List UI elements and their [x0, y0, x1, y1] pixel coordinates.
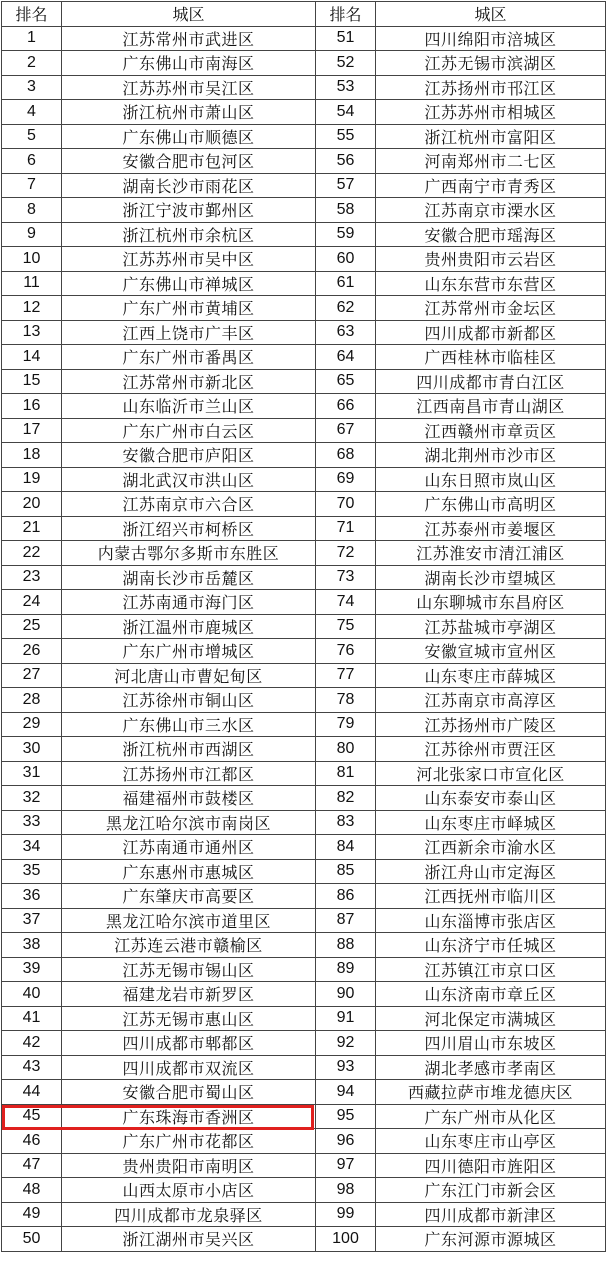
district-cell: 广东佛山市高明区: [376, 492, 606, 517]
district-cell: 广东广州市从化区: [376, 1104, 606, 1129]
rank-cell: 51: [316, 26, 376, 51]
district-cell: 山东泰安市泰山区: [376, 786, 606, 811]
rank-cell: 44: [2, 1080, 62, 1105]
rank-cell: 59: [316, 222, 376, 247]
table-row: [2, 369, 606, 394]
district-cell: 广东佛山市南海区: [62, 51, 316, 76]
district-cell: 贵州贵阳市南明区: [62, 1153, 316, 1178]
rank-cell: 4: [2, 100, 62, 125]
rank-cell: 38: [2, 933, 62, 958]
rank-cell: 63: [316, 320, 376, 345]
table-row: [2, 737, 606, 762]
rank-cell: 10: [2, 247, 62, 272]
district-cell: 浙江舟山市定海区: [376, 859, 606, 884]
rank-cell: 27: [2, 663, 62, 688]
rank-cell: 61: [316, 271, 376, 296]
district-cell: 江苏扬州市邗江区: [376, 75, 606, 100]
district-cell: 安徽合肥市蜀山区: [62, 1080, 316, 1105]
district-cell: 四川成都市龙泉驿区: [62, 1202, 316, 1227]
district-cell: 河北唐山市曹妃甸区: [62, 663, 316, 688]
rank-cell: 73: [316, 565, 376, 590]
table-row: [2, 247, 606, 272]
district-cell: 浙江温州市鹿城区: [62, 614, 316, 639]
table-row: [2, 590, 606, 615]
district-cell: 江苏盐城市亭湖区: [376, 614, 606, 639]
district-cell: 江苏无锡市锡山区: [62, 957, 316, 982]
rank-cell: 74: [316, 590, 376, 615]
rank-cell: 94: [316, 1080, 376, 1105]
district-cell: 山东临沂市兰山区: [62, 394, 316, 419]
rank-cell: 26: [2, 639, 62, 664]
district-cell: 内蒙古鄂尔多斯市东胜区: [62, 541, 316, 566]
table-row: [2, 614, 606, 639]
rank-cell: 1: [2, 26, 62, 51]
district-cell: 江西抚州市临川区: [376, 884, 606, 909]
rank-cell: 35: [2, 859, 62, 884]
rank-cell: 83: [316, 810, 376, 835]
district-ranking-table: [1, 1, 606, 1252]
rank-cell: 24: [2, 590, 62, 615]
district-cell: 江苏苏州市吴江区: [62, 75, 316, 100]
table-row: [2, 884, 606, 909]
district-cell: 安徽合肥市包河区: [62, 149, 316, 174]
rank-cell: 71: [316, 516, 376, 541]
district-cell: 广东江门市新会区: [376, 1178, 606, 1203]
rank-cell: 48: [2, 1178, 62, 1203]
rank-cell: 29: [2, 712, 62, 737]
table-row: [2, 933, 606, 958]
district-cell: 江苏南京市六合区: [62, 492, 316, 517]
rank-cell: 11: [2, 271, 62, 296]
rank-cell: 17: [2, 418, 62, 443]
rank-cell: 79: [316, 712, 376, 737]
table-row: [2, 688, 606, 713]
district-cell: 广东河源市源城区: [376, 1227, 606, 1252]
rank-cell: 36: [2, 884, 62, 909]
rank-cell: 69: [316, 467, 376, 492]
rank-cell: 81: [316, 761, 376, 786]
district-cell: 黑龙江哈尔滨市道里区: [62, 908, 316, 933]
table-row: [2, 1031, 606, 1056]
district-cell: 江苏连云港市赣榆区: [62, 933, 316, 958]
district-cell: 浙江宁波市鄞州区: [62, 198, 316, 223]
district-cell: 浙江杭州市萧山区: [62, 100, 316, 125]
rank-cell: 64: [316, 345, 376, 370]
district-cell: 江苏苏州市相城区: [376, 100, 606, 125]
rank-cell: 14: [2, 345, 62, 370]
header-rank-left: 排名: [2, 2, 62, 27]
rank-cell: 95: [316, 1104, 376, 1129]
district-cell: 山东枣庄市薛城区: [376, 663, 606, 688]
rank-cell: 84: [316, 835, 376, 860]
rank-cell: 31: [2, 761, 62, 786]
rank-cell: 28: [2, 688, 62, 713]
rank-cell: 85: [316, 859, 376, 884]
district-cell: 江苏徐州市贾汪区: [376, 737, 606, 762]
district-cell: 安徽合肥市瑶海区: [376, 222, 606, 247]
rank-cell: 56: [316, 149, 376, 174]
district-cell: 广东广州市黄埔区: [62, 296, 316, 321]
district-cell: 山东济南市章丘区: [376, 982, 606, 1007]
rank-cell: 43: [2, 1055, 62, 1080]
district-cell: 江苏南通市通州区: [62, 835, 316, 860]
district-cell: 广东广州市番禺区: [62, 345, 316, 370]
rank-cell: 68: [316, 443, 376, 468]
table-row: [2, 51, 606, 76]
district-cell: 四川德阳市旌阳区: [376, 1153, 606, 1178]
rank-cell: 66: [316, 394, 376, 419]
rank-cell: 53: [316, 75, 376, 100]
district-cell: 江苏泰州市姜堰区: [376, 516, 606, 541]
rank-cell: 67: [316, 418, 376, 443]
table-row: [2, 908, 606, 933]
header-district-right: 城区: [376, 2, 606, 27]
table-row: [2, 173, 606, 198]
rank-cell: 15: [2, 369, 62, 394]
rank-cell: 6: [2, 149, 62, 174]
district-cell: 江苏徐州市铜山区: [62, 688, 316, 713]
district-cell: 湖南长沙市望城区: [376, 565, 606, 590]
table-row: [2, 124, 606, 149]
district-cell: 山东日照市岚山区: [376, 467, 606, 492]
district-cell: 山东聊城市东昌府区: [376, 590, 606, 615]
district-cell: 江苏扬州市广陵区: [376, 712, 606, 737]
district-cell: 江西新余市渝水区: [376, 835, 606, 860]
district-cell: 四川绵阳市涪城区: [376, 26, 606, 51]
district-cell: 广东佛山市顺德区: [62, 124, 316, 149]
district-cell: 江苏无锡市惠山区: [62, 1006, 316, 1031]
district-cell: 湖南长沙市岳麓区: [62, 565, 316, 590]
district-cell: 河南郑州市二七区: [376, 149, 606, 174]
rank-cell: 90: [316, 982, 376, 1007]
district-cell: 湖北孝感市孝南区: [376, 1055, 606, 1080]
table-row: [2, 296, 606, 321]
table-row: [2, 443, 606, 468]
rank-cell: 45: [2, 1104, 62, 1129]
rank-cell: 7: [2, 173, 62, 198]
district-cell: 广东佛山市三水区: [62, 712, 316, 737]
rank-cell: 46: [2, 1129, 62, 1154]
rank-cell: 54: [316, 100, 376, 125]
rank-cell: 34: [2, 835, 62, 860]
rank-cell: 21: [2, 516, 62, 541]
district-cell: 江西南昌市青山湖区: [376, 394, 606, 419]
district-cell: 江苏扬州市江都区: [62, 761, 316, 786]
rank-cell: 96: [316, 1129, 376, 1154]
rank-cell: 72: [316, 541, 376, 566]
district-cell: 四川成都市新都区: [376, 320, 606, 345]
rank-cell: 99: [316, 1202, 376, 1227]
table-row: [2, 492, 606, 517]
district-cell: 江苏常州市金坛区: [376, 296, 606, 321]
rank-cell: 33: [2, 810, 62, 835]
table-row: [2, 810, 606, 835]
rank-cell: 98: [316, 1178, 376, 1203]
district-cell: 贵州贵阳市云岩区: [376, 247, 606, 272]
table-row: [2, 271, 606, 296]
district-cell: 江苏镇江市京口区: [376, 957, 606, 982]
district-cell: 湖北荆州市沙市区: [376, 443, 606, 468]
rank-cell: 82: [316, 786, 376, 811]
rank-cell: 91: [316, 1006, 376, 1031]
table-row: [2, 345, 606, 370]
rank-cell: 25: [2, 614, 62, 639]
rank-cell: 88: [316, 933, 376, 958]
rank-cell: 57: [316, 173, 376, 198]
district-cell: 浙江杭州市余杭区: [62, 222, 316, 247]
table-row: [2, 222, 606, 247]
district-cell: 江苏苏州市吴中区: [62, 247, 316, 272]
rank-cell: 22: [2, 541, 62, 566]
rank-cell: 87: [316, 908, 376, 933]
rank-cell: 9: [2, 222, 62, 247]
rank-cell: 89: [316, 957, 376, 982]
rank-cell: 70: [316, 492, 376, 517]
district-cell: 安徽合肥市庐阳区: [62, 443, 316, 468]
district-cell: 江西上饶市广丰区: [62, 320, 316, 345]
rank-cell: 86: [316, 884, 376, 909]
district-cell: 广东广州市白云区: [62, 418, 316, 443]
table-row: [2, 1129, 606, 1154]
rank-cell: 37: [2, 908, 62, 933]
table-row: [2, 712, 606, 737]
table-row: [2, 982, 606, 1007]
district-cell: 江苏南通市海门区: [62, 590, 316, 615]
rank-cell: 62: [316, 296, 376, 321]
district-cell: 黑龙江哈尔滨市南岗区: [62, 810, 316, 835]
table-row: [2, 786, 606, 811]
district-cell: 江苏南京市高淳区: [376, 688, 606, 713]
district-cell: 河北张家口市宣化区: [376, 761, 606, 786]
rank-cell: 55: [316, 124, 376, 149]
district-cell: 河北保定市满城区: [376, 1006, 606, 1031]
district-cell: 福建龙岩市新罗区: [62, 982, 316, 1007]
district-cell: 山东枣庄市山亭区: [376, 1129, 606, 1154]
rank-cell: 41: [2, 1006, 62, 1031]
rank-cell: 8: [2, 198, 62, 223]
district-cell: 江苏淮安市清江浦区: [376, 541, 606, 566]
rank-cell: 100: [316, 1227, 376, 1252]
rank-cell: 65: [316, 369, 376, 394]
table-row: [2, 320, 606, 345]
rank-cell: 19: [2, 467, 62, 492]
district-cell: 四川成都市郫都区: [62, 1031, 316, 1056]
district-cell: 西藏拉萨市堆龙德庆区: [376, 1080, 606, 1105]
rank-cell: 78: [316, 688, 376, 713]
rank-cell: 12: [2, 296, 62, 321]
table-row: [2, 859, 606, 884]
rank-cell: 39: [2, 957, 62, 982]
rank-cell: 60: [316, 247, 376, 272]
rank-cell: 49: [2, 1202, 62, 1227]
district-cell: 浙江湖州市吴兴区: [62, 1227, 316, 1252]
rank-cell: 52: [316, 51, 376, 76]
district-cell: 江苏南京市溧水区: [376, 198, 606, 223]
district-cell: 四川成都市双流区: [62, 1055, 316, 1080]
rank-cell: 76: [316, 639, 376, 664]
district-cell: 山东枣庄市峄城区: [376, 810, 606, 835]
rank-cell: 16: [2, 394, 62, 419]
rank-cell: 80: [316, 737, 376, 762]
rank-cell: 2: [2, 51, 62, 76]
rank-cell: 23: [2, 565, 62, 590]
rank-cell: 20: [2, 492, 62, 517]
district-cell: 江西赣州市章贡区: [376, 418, 606, 443]
rank-cell: 18: [2, 443, 62, 468]
rank-cell: 50: [2, 1227, 62, 1252]
district-cell: 江苏无锡市滨湖区: [376, 51, 606, 76]
district-cell: 湖南长沙市雨花区: [62, 173, 316, 198]
district-cell: 广东佛山市禅城区: [62, 271, 316, 296]
district-cell: 广东肇庆市高要区: [62, 884, 316, 909]
rank-cell: 77: [316, 663, 376, 688]
table-row: [2, 467, 606, 492]
header-district-left: 城区: [62, 2, 316, 27]
district-cell: 四川眉山市东坡区: [376, 1031, 606, 1056]
table-row: [2, 1006, 606, 1031]
table-row: [2, 418, 606, 443]
rank-cell: 42: [2, 1031, 62, 1056]
district-cell: 广西桂林市临桂区: [376, 345, 606, 370]
rank-cell: 30: [2, 737, 62, 762]
district-cell: 山西太原市小店区: [62, 1178, 316, 1203]
rank-cell: 3: [2, 75, 62, 100]
rank-cell: 75: [316, 614, 376, 639]
table-row: [2, 1227, 606, 1252]
district-cell: 山东济宁市任城区: [376, 933, 606, 958]
rank-cell: 92: [316, 1031, 376, 1056]
table-row: [2, 1178, 606, 1203]
table-row: [2, 1202, 606, 1227]
table-row: [2, 761, 606, 786]
table-row: [2, 149, 606, 174]
rank-cell: 93: [316, 1055, 376, 1080]
rank-cell: 97: [316, 1153, 376, 1178]
table-row: [2, 957, 606, 982]
table-row: [2, 565, 606, 590]
district-cell: 广东惠州市惠城区: [62, 859, 316, 884]
district-cell: 浙江杭州市富阳区: [376, 124, 606, 149]
district-cell: 四川成都市新津区: [376, 1202, 606, 1227]
district-cell: 广东珠海市香洲区: [62, 1104, 316, 1129]
table-row: [2, 75, 606, 100]
district-cell: 四川成都市青白江区: [376, 369, 606, 394]
table-row: [2, 516, 606, 541]
rank-cell: 32: [2, 786, 62, 811]
table-row: [2, 663, 606, 688]
district-cell: 福建福州市鼓楼区: [62, 786, 316, 811]
header-rank-right: 排名: [316, 2, 376, 27]
district-cell: 江苏常州市新北区: [62, 369, 316, 394]
district-cell: 浙江绍兴市柯桥区: [62, 516, 316, 541]
table-row: [2, 835, 606, 860]
table-row: [2, 541, 606, 566]
district-cell: 广西南宁市青秀区: [376, 173, 606, 198]
table-row: [2, 198, 606, 223]
rank-cell: 5: [2, 124, 62, 149]
district-cell: 山东东营市东营区: [376, 271, 606, 296]
table-row: [2, 100, 606, 125]
district-cell: 山东淄博市张店区: [376, 908, 606, 933]
district-cell: 浙江杭州市西湖区: [62, 737, 316, 762]
header-row: [2, 2, 606, 27]
district-cell: 广东广州市增城区: [62, 639, 316, 664]
table-row: [2, 394, 606, 419]
table-row: [2, 1104, 606, 1129]
rank-cell: 13: [2, 320, 62, 345]
rank-cell: 58: [316, 198, 376, 223]
district-cell: 江苏常州市武进区: [62, 26, 316, 51]
table-row: [2, 26, 606, 51]
table-row: [2, 639, 606, 664]
district-cell: 安徽宣城市宣州区: [376, 639, 606, 664]
table-row: [2, 1080, 606, 1105]
district-cell: 湖北武汉市洪山区: [62, 467, 316, 492]
table-row: [2, 1153, 606, 1178]
table-row: [2, 1055, 606, 1080]
district-cell: 广东广州市花都区: [62, 1129, 316, 1154]
rank-cell: 40: [2, 982, 62, 1007]
rank-cell: 47: [2, 1153, 62, 1178]
